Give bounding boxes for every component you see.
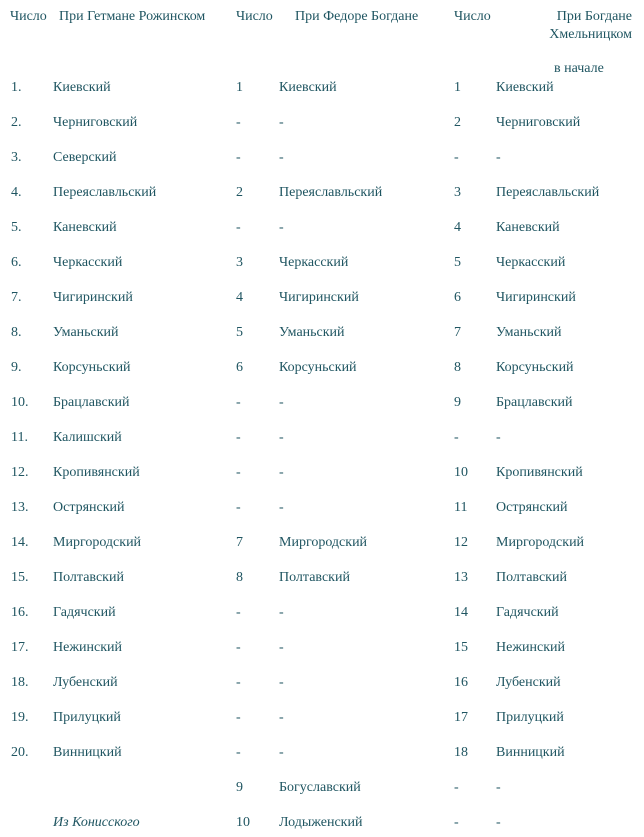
fedor-number: 8 bbox=[236, 570, 243, 585]
row-number: 11. bbox=[11, 430, 28, 445]
hetman-regiment: Миргородский bbox=[53, 535, 142, 550]
fedor-number: - bbox=[236, 710, 241, 725]
header-num3: Число bbox=[454, 9, 491, 24]
fedor-number: - bbox=[236, 640, 241, 655]
fedor-number: - bbox=[236, 465, 241, 480]
fedor-regiment: - bbox=[279, 430, 284, 445]
fedor-number: 6 bbox=[236, 360, 243, 375]
fedor-regiment: Миргородский bbox=[279, 535, 368, 550]
fedor-number: 2 bbox=[236, 185, 243, 200]
row-number: 13. bbox=[11, 500, 29, 515]
hetman-regiment: Из Конисского bbox=[53, 815, 140, 830]
bogdan-regiment: Уманьский bbox=[496, 325, 562, 340]
bogdan-number: - bbox=[454, 150, 459, 165]
fedor-regiment: Лодыженский bbox=[279, 815, 363, 830]
row-number: 18. bbox=[11, 675, 29, 690]
bogdan-regiment: Гадячский bbox=[496, 605, 559, 620]
bogdan-number: 7 bbox=[454, 325, 461, 340]
fedor-number: 4 bbox=[236, 290, 243, 305]
fedor-regiment: - bbox=[279, 745, 284, 760]
row-number: 12. bbox=[11, 465, 29, 480]
row-number: 20. bbox=[11, 745, 29, 760]
bogdan-regiment: Полтавский bbox=[496, 570, 567, 585]
fedor-number: - bbox=[236, 605, 241, 620]
hetman-regiment: Северский bbox=[53, 150, 117, 165]
hetman-regiment: Гадячский bbox=[53, 605, 116, 620]
row-number: 16. bbox=[11, 605, 29, 620]
header-bogdan-sub: в начале bbox=[554, 61, 604, 76]
fedor-number: - bbox=[236, 220, 241, 235]
bogdan-regiment: Острянский bbox=[496, 500, 568, 515]
fedor-number: 7 bbox=[236, 535, 243, 550]
fedor-regiment: Киевский bbox=[279, 80, 337, 95]
bogdan-regiment: Кропивянский bbox=[496, 465, 583, 480]
bogdan-number: 5 bbox=[454, 255, 461, 270]
hetman-regiment: Острянский bbox=[53, 500, 125, 515]
row-number: 17. bbox=[11, 640, 29, 655]
fedor-number: 9 bbox=[236, 780, 243, 795]
hetman-regiment: Нежинский bbox=[53, 640, 122, 655]
row-number: 6. bbox=[11, 255, 22, 270]
bogdan-number: 8 bbox=[454, 360, 461, 375]
row-number: 1. bbox=[11, 80, 22, 95]
header-bogdan-line1: При Богдане bbox=[556, 9, 632, 24]
fedor-regiment: Богуславский bbox=[279, 780, 361, 795]
bogdan-regiment: Киевский bbox=[496, 80, 554, 95]
fedor-number: 3 bbox=[236, 255, 243, 270]
bogdan-regiment: Переяславльский bbox=[496, 185, 600, 200]
fedor-number: - bbox=[236, 745, 241, 760]
bogdan-regiment: - bbox=[496, 780, 501, 795]
fedor-regiment: Чигиринский bbox=[279, 290, 359, 305]
bogdan-number: 12 bbox=[454, 535, 468, 550]
row-number: 9. bbox=[11, 360, 22, 375]
header-num1: Число bbox=[10, 9, 47, 24]
fedor-regiment: - bbox=[279, 710, 284, 725]
row-number: 2. bbox=[11, 115, 22, 130]
bogdan-regiment: Лубенский bbox=[496, 675, 561, 690]
hetman-regiment: Полтавский bbox=[53, 570, 124, 585]
bogdan-regiment: - bbox=[496, 815, 501, 830]
bogdan-regiment: Черкасский bbox=[496, 255, 566, 270]
bogdan-regiment: Брацлавский bbox=[496, 395, 573, 410]
hetman-regiment: Каневский bbox=[53, 220, 117, 235]
row-number: 7. bbox=[11, 290, 22, 305]
hetman-regiment: Корсуньский bbox=[53, 360, 131, 375]
row-number: 8. bbox=[11, 325, 22, 340]
fedor-regiment: Корсуньский bbox=[279, 360, 357, 375]
fedor-regiment: - bbox=[279, 395, 284, 410]
fedor-regiment: Переяславльский bbox=[279, 185, 383, 200]
hetman-regiment: Киевский bbox=[53, 80, 111, 95]
fedor-number: - bbox=[236, 430, 241, 445]
fedor-regiment: Черкасский bbox=[279, 255, 349, 270]
hetman-regiment: Уманьский bbox=[53, 325, 119, 340]
bogdan-number: 16 bbox=[454, 675, 468, 690]
bogdan-number: 18 bbox=[454, 745, 468, 760]
fedor-regiment: - bbox=[279, 150, 284, 165]
header-fedor: При Федоре Богдане bbox=[295, 9, 419, 24]
row-number: 3. bbox=[11, 150, 22, 165]
header-hetman: При Гетмане Рожинском bbox=[59, 9, 206, 24]
fedor-regiment: - bbox=[279, 605, 284, 620]
fedor-number: 5 bbox=[236, 325, 243, 340]
bogdan-number: 11 bbox=[454, 500, 468, 515]
fedor-regiment: - bbox=[279, 500, 284, 515]
header-bogdan-line2: Хмельницком bbox=[549, 27, 632, 42]
bogdan-regiment: - bbox=[496, 430, 501, 445]
bogdan-number: 9 bbox=[454, 395, 461, 410]
row-number: 10. bbox=[11, 395, 29, 410]
bogdan-number: 14 bbox=[454, 605, 468, 620]
fedor-number: - bbox=[236, 500, 241, 515]
fedor-regiment: - bbox=[279, 675, 284, 690]
hetman-regiment: Винницкий bbox=[53, 745, 122, 760]
fedor-number: - bbox=[236, 150, 241, 165]
fedor-number: 1 bbox=[236, 80, 243, 95]
fedor-number: - bbox=[236, 395, 241, 410]
bogdan-number: - bbox=[454, 430, 459, 445]
bogdan-number: 17 bbox=[454, 710, 468, 725]
fedor-number: - bbox=[236, 675, 241, 690]
hetman-regiment: Калишский bbox=[53, 430, 122, 445]
bogdan-number: - bbox=[454, 815, 459, 830]
header-num2: Число bbox=[236, 9, 273, 24]
row-number: 14. bbox=[11, 535, 29, 550]
bogdan-regiment: Нежинский bbox=[496, 640, 565, 655]
hetman-regiment: Черкасский bbox=[53, 255, 123, 270]
bogdan-regiment: Чигиринский bbox=[496, 290, 576, 305]
fedor-regiment: Уманьский bbox=[279, 325, 345, 340]
bogdan-number: 2 bbox=[454, 115, 461, 130]
bogdan-number: 4 bbox=[454, 220, 461, 235]
hetman-regiment: Брацлавский bbox=[53, 395, 130, 410]
hetman-regiment: Чигиринский bbox=[53, 290, 133, 305]
fedor-number: 10 bbox=[236, 815, 250, 830]
fedor-regiment: - bbox=[279, 465, 284, 480]
fedor-regiment: - bbox=[279, 220, 284, 235]
hetman-regiment: Лубенский bbox=[53, 675, 118, 690]
bogdan-number: 6 bbox=[454, 290, 461, 305]
fedor-number: - bbox=[236, 115, 241, 130]
bogdan-regiment: Корсуньский bbox=[496, 360, 574, 375]
fedor-regiment: - bbox=[279, 115, 284, 130]
bogdan-regiment: Прилуцкий bbox=[496, 710, 564, 725]
row-number: 19. bbox=[11, 710, 29, 725]
bogdan-regiment: Каневский bbox=[496, 220, 560, 235]
row-number: 15. bbox=[11, 570, 29, 585]
hetman-regiment: Прилуцкий bbox=[53, 710, 121, 725]
bogdan-number: 15 bbox=[454, 640, 468, 655]
bogdan-number: 13 bbox=[454, 570, 468, 585]
row-number: 4. bbox=[11, 185, 22, 200]
bogdan-regiment: - bbox=[496, 150, 501, 165]
hetman-regiment: Черниговский bbox=[53, 115, 138, 130]
hetman-regiment: Кропивянский bbox=[53, 465, 140, 480]
bogdan-regiment: Черниговский bbox=[496, 115, 581, 130]
bogdan-number: 3 bbox=[454, 185, 461, 200]
fedor-regiment: - bbox=[279, 640, 284, 655]
hetman-regiment: Переяславльский bbox=[53, 185, 157, 200]
bogdan-regiment: Винницкий bbox=[496, 745, 565, 760]
fedor-regiment: Полтавский bbox=[279, 570, 350, 585]
bogdan-regiment: Миргородский bbox=[496, 535, 585, 550]
bogdan-number: 1 bbox=[454, 80, 461, 95]
bogdan-number: 10 bbox=[454, 465, 468, 480]
bogdan-number: - bbox=[454, 780, 459, 795]
row-number: 5. bbox=[11, 220, 22, 235]
